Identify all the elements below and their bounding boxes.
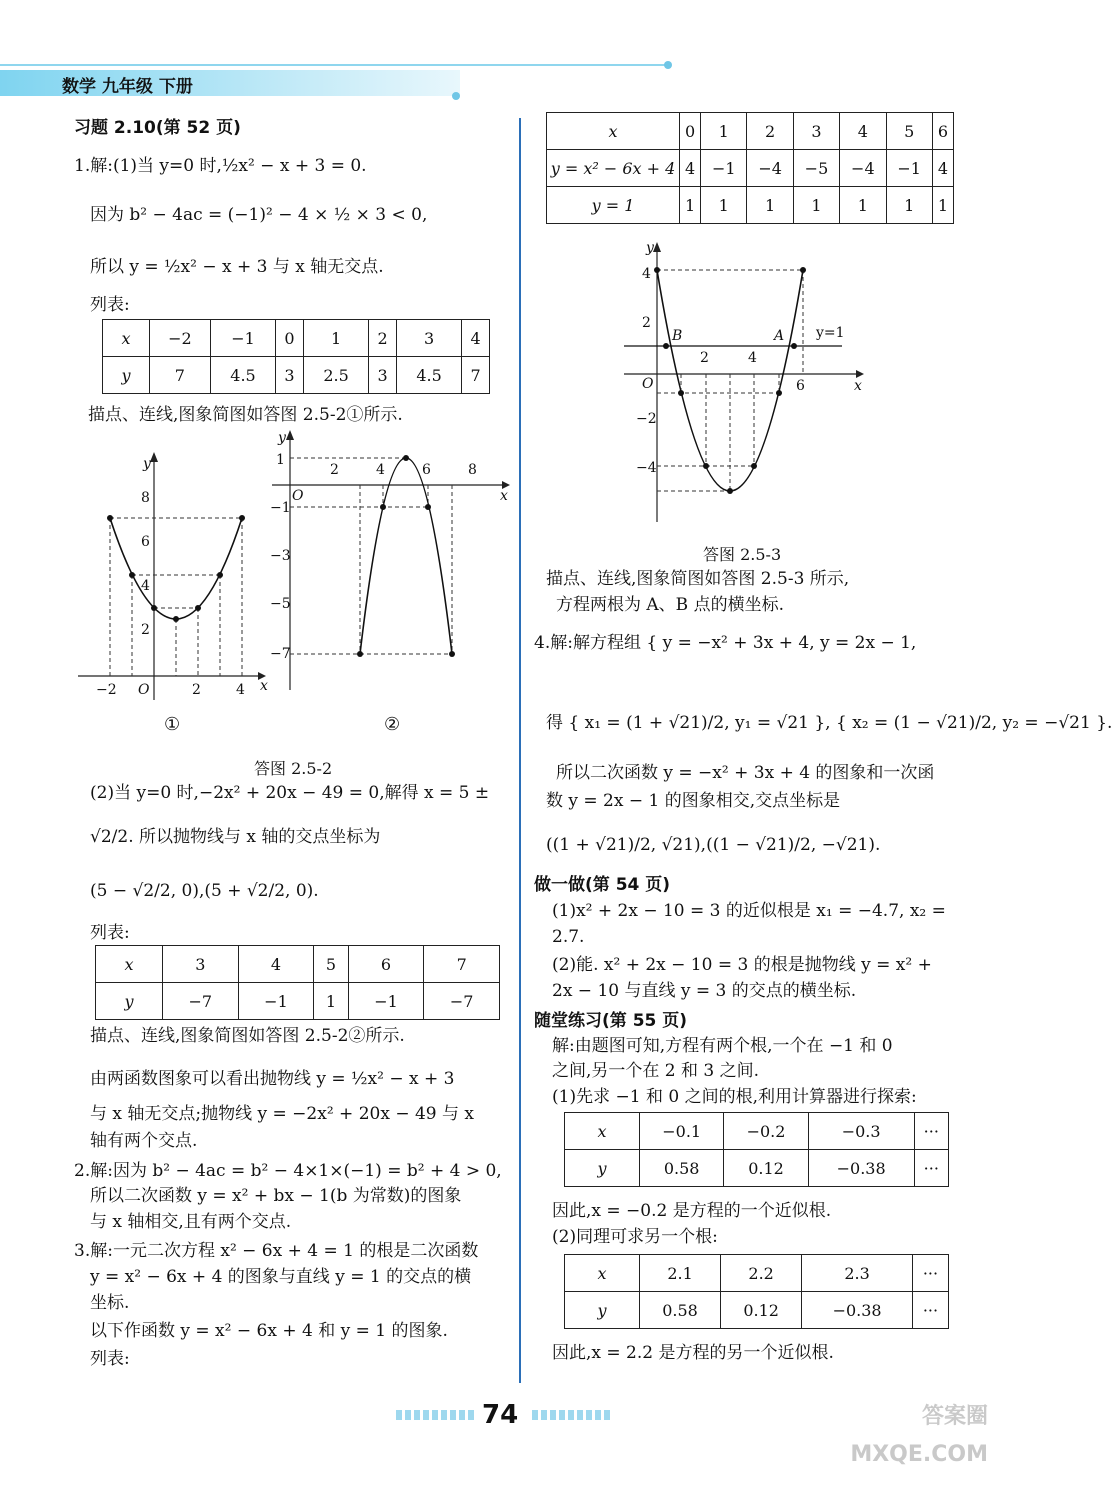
q3-line-2: y = x² − 6x + 4 的图象与直线 y = 1 的交点的横 bbox=[90, 1267, 472, 1287]
fig2-x-label: x bbox=[500, 488, 508, 504]
q4-line-2: 得 { x₁ = (1 + √21)/2, y₁ = √21 }, { x₂ = (1 − √21)/2, y₂ = −√21 }. bbox=[546, 713, 1112, 733]
table-cell: 1 bbox=[680, 187, 701, 224]
q1b-line-5: 描点、连线,图象简图如答图 2.5-2②所示. bbox=[90, 1026, 405, 1046]
table-cell: 2.1 bbox=[640, 1255, 721, 1292]
table-cell: 3 bbox=[163, 946, 239, 983]
table-cell: 3 bbox=[793, 113, 839, 150]
fig3-x-label: x bbox=[854, 378, 862, 394]
fig3-x-tick: 6 bbox=[796, 378, 805, 394]
header-rule bbox=[0, 64, 670, 66]
table-cell: −2 bbox=[150, 320, 211, 357]
table-cell: −0.1 bbox=[640, 1113, 724, 1150]
table-row bbox=[547, 150, 954, 187]
fig2-sublabel: ② bbox=[384, 714, 401, 735]
table-values-3 bbox=[546, 112, 954, 224]
fig3-y-tick: −4 bbox=[636, 460, 657, 476]
table-cell: −4 bbox=[747, 150, 793, 187]
book-title: 数学 九年级 下册 bbox=[62, 77, 193, 97]
table-cell: 1 bbox=[747, 187, 793, 224]
table-row bbox=[103, 320, 490, 357]
practice-line-4: 因此,x = −0.2 是方程的一个近似根. bbox=[552, 1201, 832, 1221]
table-cell: −7 bbox=[424, 983, 500, 1020]
q2-line-3: 与 x 轴相交,且有两个交点. bbox=[90, 1212, 292, 1232]
q4-line-1: 4.解:解方程组 { y = −x² + 3x + 4, y = 2x − 1, bbox=[534, 633, 917, 653]
table-header-cell: y bbox=[103, 357, 150, 394]
q4-line-3: 所以二次函数 y = −x² + 3x + 4 的图象和一次函 bbox=[556, 763, 935, 783]
table-row bbox=[565, 1150, 949, 1187]
table-header-cell: x bbox=[547, 113, 680, 150]
table-cell: ··· bbox=[912, 1255, 948, 1292]
watermark-line-1: 答案圈 bbox=[921, 1404, 988, 1429]
table-header-cell: y = x² − 6x + 4 bbox=[547, 150, 680, 187]
table-cell: 6 bbox=[932, 113, 953, 150]
practice-line-1: 解:由题图可知,方程有两个根,一个在 −1 和 0 bbox=[552, 1036, 893, 1056]
q1b-line-1: (2)当 y=0 时,−2x² + 20x − 49 = 0,解得 x = 5 ± bbox=[90, 783, 490, 803]
fig1-y-tick: 6 bbox=[141, 534, 150, 550]
table-values-1 bbox=[102, 319, 490, 394]
table-row bbox=[565, 1113, 949, 1150]
header-rule-dot bbox=[664, 61, 672, 69]
table-cell: 1 bbox=[840, 187, 886, 224]
practice-line-5: (2)同理可求另一个根: bbox=[552, 1227, 718, 1247]
table-cell: 0.12 bbox=[721, 1292, 802, 1329]
table-cell: 4 bbox=[932, 150, 953, 187]
fig2-x-tick: 4 bbox=[376, 462, 385, 478]
fig1-x-tick: 4 bbox=[236, 682, 245, 698]
section-title-try: 做一做(第 54 页) bbox=[534, 875, 671, 895]
fig1-y-label: y bbox=[143, 456, 151, 472]
fig3-x-tick: 2 bbox=[700, 350, 709, 366]
graph-figure-2 bbox=[268, 428, 513, 698]
table-values-4 bbox=[564, 1112, 949, 1187]
table-cell: 6 bbox=[348, 946, 424, 983]
fig1-x-label: x bbox=[260, 678, 268, 694]
table-cell: 1 bbox=[886, 187, 932, 224]
table-header-cell: y bbox=[565, 1292, 640, 1329]
fig2-x-tick: 6 bbox=[422, 462, 431, 478]
fig1-guides bbox=[110, 518, 242, 676]
try-line-1: (1)x² + 2x − 10 = 3 的近似根是 x₁ = −4.7, x₂ = bbox=[552, 901, 946, 921]
fig2-y-tick: −5 bbox=[270, 596, 291, 612]
table-cell: −1 bbox=[348, 983, 424, 1020]
table-cell: 3 bbox=[369, 357, 397, 394]
fig1-y-tick: 2 bbox=[141, 622, 150, 638]
table-cell: 1 bbox=[314, 983, 348, 1020]
table-cell: 2.3 bbox=[802, 1255, 913, 1292]
table-cell: −7 bbox=[163, 983, 239, 1020]
table-cell: 3 bbox=[276, 357, 304, 394]
q3-line-4: 以下作函数 y = x² − 6x + 4 和 y = 1 的图象. bbox=[90, 1321, 448, 1341]
q2-line-2: 所以二次函数 y = x² + bx − 1(b 为常数)的图象 bbox=[90, 1186, 462, 1206]
table-header-cell: y bbox=[565, 1150, 640, 1187]
table-cell: 7 bbox=[462, 357, 490, 394]
figure-caption-2-5-2: 答图 2.5-2 bbox=[254, 759, 333, 778]
table-cell: −1 bbox=[210, 320, 275, 357]
table-cell: 1 bbox=[793, 187, 839, 224]
watermark bbox=[850, 1398, 988, 1474]
table-cell: −4 bbox=[840, 150, 886, 187]
table-cell: 2 bbox=[369, 320, 397, 357]
q1b-line-6: 由两函数图象可以看出抛物线 y = ½x² − x + 3 bbox=[90, 1069, 455, 1089]
table-header-cell: y bbox=[96, 983, 163, 1020]
table-cell: −0.38 bbox=[802, 1292, 913, 1329]
table-cell: 4 bbox=[238, 946, 314, 983]
try-line-4: 2x − 10 与直线 y = 3 的交点的横坐标. bbox=[552, 981, 857, 1001]
q1-line-4: 列表: bbox=[90, 295, 130, 315]
table-header-cell: x bbox=[565, 1255, 640, 1292]
table-cell: 7 bbox=[150, 357, 211, 394]
try-line-3: (2)能. x² + 2x − 10 = 3 的根是抛物线 y = x² + bbox=[552, 955, 932, 975]
table-row bbox=[565, 1255, 949, 1292]
q3-line-1: 3.解:一元二次方程 x² − 6x + 4 = 1 的根是二次函数 bbox=[74, 1241, 479, 1261]
fig1-x-tick: −2 bbox=[96, 682, 117, 698]
table-row bbox=[96, 983, 500, 1020]
fig3-parabola bbox=[657, 270, 803, 491]
table-values-5 bbox=[564, 1254, 949, 1329]
r-line-1: 描点、连线,图象简图如答图 2.5-3 所示, bbox=[546, 569, 850, 589]
fig1-parabola bbox=[110, 518, 242, 619]
table-cell: 1 bbox=[303, 320, 368, 357]
table-cell: 0.58 bbox=[640, 1292, 721, 1329]
table-cell: −1 bbox=[701, 150, 747, 187]
table-cell: 0.58 bbox=[640, 1150, 724, 1187]
table-cell: −0.38 bbox=[808, 1150, 914, 1187]
fig2-y-tick: 1 bbox=[276, 452, 285, 468]
table-cell: −0.2 bbox=[724, 1113, 808, 1150]
fig3-point-a: A bbox=[774, 328, 785, 344]
fig1-origin: O bbox=[138, 682, 150, 698]
header-band-dot bbox=[452, 92, 460, 100]
q1-line-5: 描点、连线,图象简图如答图 2.5-2①所示. bbox=[88, 405, 403, 425]
table-row bbox=[565, 1292, 949, 1329]
table-cell: 0.12 bbox=[724, 1150, 808, 1187]
table-cell: ··· bbox=[912, 1292, 948, 1329]
graph-figure-3 bbox=[620, 238, 870, 528]
fig1-sublabel: ① bbox=[164, 714, 181, 735]
watermark-line-2: MXQE.COM bbox=[850, 1442, 988, 1467]
fig3-origin: O bbox=[642, 376, 654, 392]
table-cell: ··· bbox=[914, 1113, 948, 1150]
table-cell: 0 bbox=[276, 320, 304, 357]
table-cell: −1 bbox=[886, 150, 932, 187]
fig1-y-tick: 8 bbox=[141, 490, 150, 506]
table-header-cell: y = 1 bbox=[547, 187, 680, 224]
table-row bbox=[103, 357, 490, 394]
fig2-y-arrow bbox=[286, 430, 294, 440]
table-cell: −1 bbox=[238, 983, 314, 1020]
q1-line-1: 1.解:(1)当 y=0 时,½x² − x + 3 = 0. bbox=[74, 156, 367, 176]
fig1-y-arrow bbox=[150, 452, 158, 462]
practice-line-3: (1)先求 −1 和 0 之间的根,利用计算器进行探索: bbox=[552, 1087, 917, 1107]
table-header-cell: x bbox=[103, 320, 150, 357]
table-cell: 4 bbox=[462, 320, 490, 357]
q4-line-5: ((1 + √21)/2, √21),((1 − √21)/2, −√21). bbox=[546, 835, 881, 855]
fig2-guides bbox=[290, 458, 452, 654]
table-cell: ··· bbox=[914, 1150, 948, 1187]
fig1-x-tick: 2 bbox=[192, 682, 201, 698]
fig3-y-label: y bbox=[646, 240, 654, 256]
section-title-exercise: 习题 2.10(第 52 页) bbox=[74, 118, 241, 138]
q3-line-3: 坐标. bbox=[90, 1293, 130, 1313]
fig2-y-tick: −3 bbox=[270, 548, 291, 564]
page-number: 74 bbox=[482, 1400, 519, 1430]
q4-line-4: 数 y = 2x − 1 的图象相交,交点坐标是 bbox=[546, 791, 841, 811]
table-cell: 5 bbox=[886, 113, 932, 150]
fig2-y-tick: −7 bbox=[270, 646, 291, 662]
fig2-x-tick: 8 bbox=[468, 462, 477, 478]
table-row bbox=[547, 187, 954, 224]
table-cell: 4 bbox=[680, 150, 701, 187]
fig3-y-arrow bbox=[653, 242, 661, 252]
fig3-y-tick: −2 bbox=[636, 411, 657, 427]
table-header-cell: x bbox=[565, 1113, 640, 1150]
fig2-x-tick: 2 bbox=[330, 462, 339, 478]
page-number-deco-left bbox=[396, 1410, 476, 1420]
fig2-origin: O bbox=[292, 488, 304, 504]
fig3-x-tick: 4 bbox=[748, 350, 757, 366]
table-cell: 3 bbox=[396, 320, 461, 357]
q2-line-1: 2.解:因为 b² − 4ac = b² − 4×1×(−1) = b² + 4 > 0, bbox=[74, 1161, 502, 1181]
table-cell: 4.5 bbox=[210, 357, 275, 394]
practice-line-2: 之间,另一个在 2 和 3 之间. bbox=[552, 1061, 760, 1081]
table-cell: −5 bbox=[793, 150, 839, 187]
q1-line-2: 因为 b² − 4ac = (−1)² − 4 × ½ × 3 < 0, bbox=[90, 205, 428, 225]
section-title-practice: 随堂练习(第 55 页) bbox=[534, 1011, 688, 1031]
q1b-line-8: 轴有两个交点. bbox=[90, 1131, 198, 1151]
table-cell: −0.3 bbox=[808, 1113, 914, 1150]
table-cell: 4 bbox=[840, 113, 886, 150]
table-cell: 2.5 bbox=[303, 357, 368, 394]
fig1-points bbox=[107, 515, 245, 622]
table-cell: 7 bbox=[424, 946, 500, 983]
graph-figure-1 bbox=[78, 450, 268, 705]
column-divider bbox=[519, 118, 521, 1383]
page-number-deco-right bbox=[532, 1410, 612, 1420]
fig3-line-label: y=1 bbox=[816, 325, 845, 341]
table-cell: 1 bbox=[701, 113, 747, 150]
practice-line-6: 因此,x = 2.2 是方程的另一个近似根. bbox=[552, 1343, 834, 1363]
q1b-line-3: (5 − √2/2, 0),(5 + √2/2, 0). bbox=[90, 881, 319, 901]
table-cell: 0 bbox=[680, 113, 701, 150]
table-row bbox=[96, 946, 500, 983]
figure-caption-2-5-3: 答图 2.5-3 bbox=[703, 545, 782, 564]
table-cell: 4.5 bbox=[396, 357, 461, 394]
q1b-line-2: √2/2. 所以抛物线与 x 轴的交点坐标为 bbox=[90, 827, 381, 847]
fig2-y-tick: −1 bbox=[270, 500, 291, 516]
table-cell: 1 bbox=[701, 187, 747, 224]
table-cell: 5 bbox=[314, 946, 348, 983]
table-header-cell: x bbox=[96, 946, 163, 983]
table-row bbox=[547, 113, 954, 150]
table-cell: 2 bbox=[747, 113, 793, 150]
fig3-x-arrow bbox=[856, 370, 864, 378]
fig3-point-b: B bbox=[672, 328, 683, 344]
fig1-y-tick: 4 bbox=[141, 578, 150, 594]
q1b-line-7: 与 x 轴无交点;抛物线 y = −2x² + 20x − 49 与 x bbox=[90, 1104, 474, 1124]
try-line-2: 2.7. bbox=[552, 927, 585, 947]
r-line-2: 方程两根为 A、B 点的横坐标. bbox=[556, 595, 784, 615]
fig2-y-label: y bbox=[278, 430, 286, 446]
fig3-y-tick: 4 bbox=[642, 266, 651, 282]
table-cell: 1 bbox=[932, 187, 953, 224]
table-values-2 bbox=[95, 945, 500, 1020]
table-cell: 2.2 bbox=[721, 1255, 802, 1292]
q1b-line-4: 列表: bbox=[90, 923, 130, 943]
fig2-parabola bbox=[360, 458, 452, 654]
q1-line-3: 所以 y = ½x² − x + 3 与 x 轴无交点. bbox=[90, 257, 384, 277]
fig3-y-tick: 2 bbox=[642, 315, 651, 331]
q3-line-5: 列表: bbox=[90, 1349, 130, 1369]
